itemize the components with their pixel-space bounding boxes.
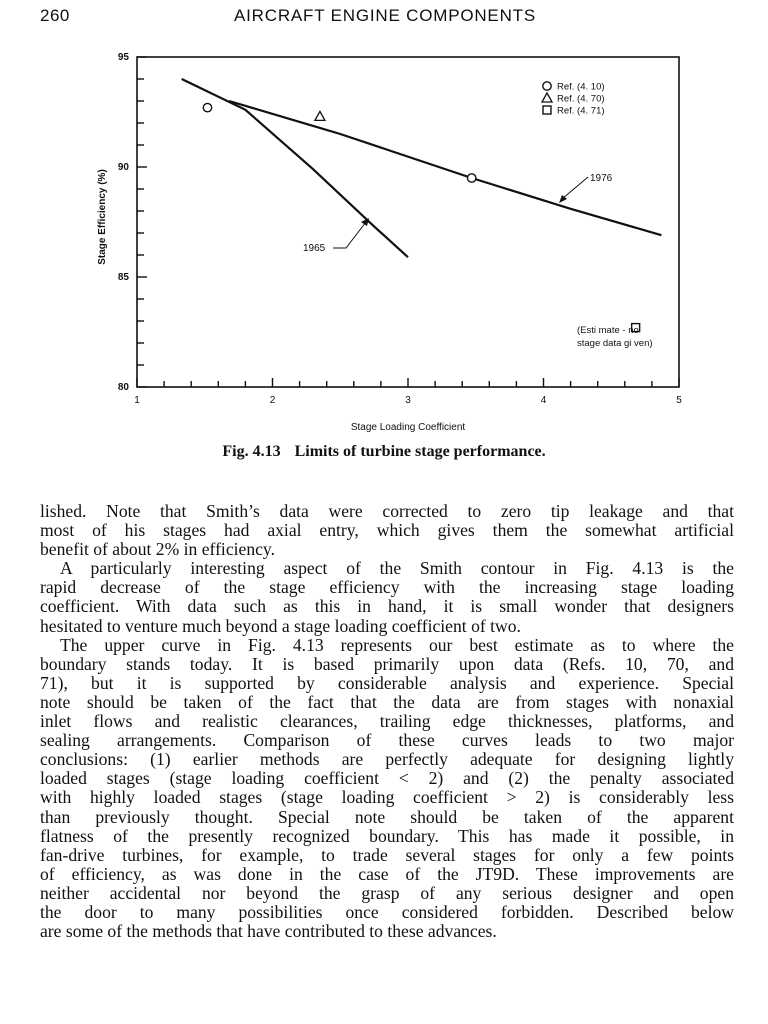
caption-number: Fig. 4.13 [222,443,281,460]
y-tick-label: 95 [117,52,129,63]
series-line-1976 [229,101,661,235]
estimate-note-line2: stage data gi ven) [577,338,653,349]
body-line: with highly loaded stages (stage loading coefficient > 2) is considerably less [40,787,734,808]
x-tick-label: 1 [134,395,140,406]
body-line: 71), but it is supported by considerable analysis and experience. Special [40,672,734,693]
figure-caption [0,443,768,461]
body-line: sealing arrangements. Comparison of these curves leads to two major [40,730,734,751]
estimate-note-line1: (Esti mate - no [577,325,639,336]
body-line: boundary stands today. It is based primarily upon data (Refs. 10, 70, and [40,653,734,674]
body-line: flatness of the presently recognized boundary. This has made it possible, in [40,825,734,846]
series-line-1965 [182,79,408,257]
data-point-triangle [315,111,325,120]
data-point-circle [203,103,211,111]
y-axis-label: Stage Efficiency (%) [97,169,108,265]
legend-marker-square [543,106,551,114]
body-line: than previously thought. Special note should be taken of the apparent [40,806,734,827]
body-line: conclusions: (1) earlier methods are perfectly adequate for designing lightly [40,749,734,770]
legend-label: Ref. (4. 70) [557,93,605,105]
caption-text: Limits of turbine stage performance. [294,443,546,460]
leader-1965 [333,222,366,248]
legend-marker-circle [543,82,551,90]
figure-4-13-chart [0,0,768,440]
page-number: 260 [40,6,70,25]
body-line: neither accidental nor beyond the grasp of any serious designer and open [40,882,734,903]
body-text [40,502,734,941]
x-tick-label: 5 [676,395,682,406]
body-line: A particularly interesting aspect of the Smith contour in Fig. 4.13 is the [60,558,734,579]
body-line: loaded stages (stage loading coefficient < 2) and (2) the penalty associated [40,768,734,789]
body-line: the door to many possibilities once considered forbidden. Described below [40,901,734,922]
body-line: fan-drive turbines, for example, to trade several stages for only a few points [40,844,734,865]
x-tick-label: 4 [540,395,547,406]
label-1976: 1976 [590,173,613,184]
label-1965: 1965 [303,243,326,254]
body-line: hesitated to venture much beyond a stage loading coefficient of two. [40,615,521,636]
data-point-circle [467,174,475,182]
body-line: are some of the methods that have contributed to these advances. [40,921,497,942]
body-line: rapid decrease of the stage efficiency with the increasing stage loading [40,577,734,598]
body-line: most of his stages had axial entry, which gives them the somewhat artificial [40,520,734,541]
body-line: The upper curve in Fig. 4.13 represents our best estimate as to where the [60,634,734,655]
x-axis-label: Stage Loading Coefficient [350,422,466,433]
body-line: of efficiency, as was done in the case of the JT9D. These improvements are [40,863,734,884]
leader-1976 [562,177,588,199]
legend-label: Ref. (4. 10) [557,81,605,93]
x-tick-label: 3 [405,395,411,406]
legend-marker-triangle [542,93,552,102]
x-tick-label: 2 [269,395,276,406]
body-line: benefit of about 2% in efficiency. [40,539,275,560]
y-tick-label: 85 [117,272,129,283]
y-tick-label: 90 [117,162,129,173]
legend-label: Ref. (4. 71) [557,105,605,117]
body-line: lished. Note that Smith’s data were corrected to zero tip leakage and that [40,501,734,521]
body-line: coefficient. With data such as this in hand, it is small wonder that designers [40,596,734,617]
body-line: inlet flows and realistic clearances, trailing edge thicknesses, platforms, and [40,711,734,732]
body-line: note should be taken of the fact that the data are from stages with nonaxial [40,691,734,712]
y-tick-label: 80 [117,382,129,393]
running-title: AIRCRAFT ENGINE COMPONENTS [234,6,536,25]
